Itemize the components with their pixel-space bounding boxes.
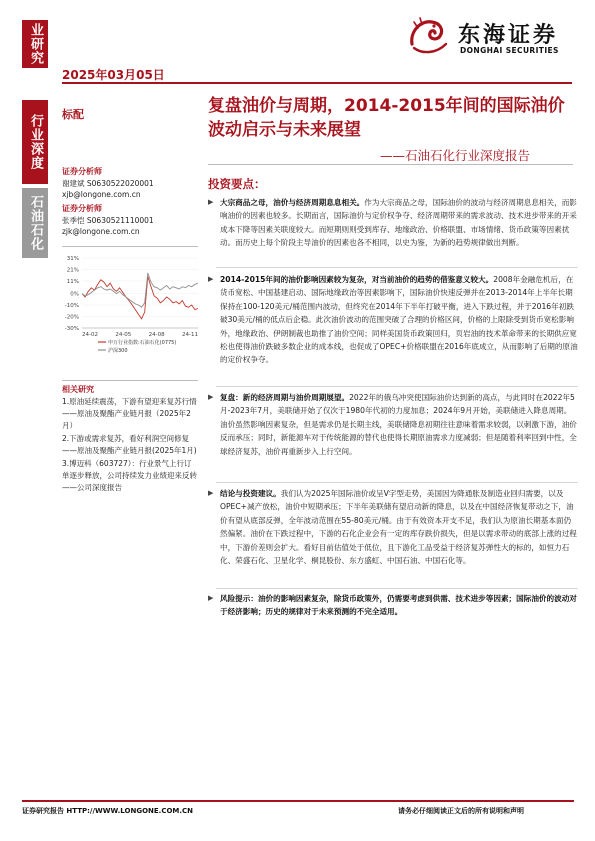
footer-divider — [22, 800, 574, 802]
key-point-lead: 大宗商品之母，油价与经济周期息息相关。 — [220, 198, 365, 207]
related-item[interactable]: 3.博迈科（603727）：行业景气上行订单逐步释放，公司持续发力业绩迎来反转——公司深度报告 — [62, 459, 197, 492]
point-divider — [216, 588, 578, 589]
related-heading: 相关研究 — [62, 385, 94, 394]
key-point-text: 我们认为2025年国际油价或呈V字型走势，美国因为降通胀及制造业回归需要，以及OPEC+减产放松，油价中短期承压；下半年美联储有望启动新的降息，以及在中国经济恢复带动之下，油价有望从底部反弹，全年波动范围在55-80美元/桶。由于有效资本开支不足，我们认为原油长期基本面仍然偏紧。油价在下跌过程中，下游的石化企业会有一定的库存跌价损失，但是以需求带动的底部上涨的过程中，下游价差则会扩大。看好目前估值处于低位，且下游化工品受益于经济复苏弹性大的标的，如恒力石化、荣盛石化、卫星化学、桐昆股份、东方盛虹、中国石油、中国石化等。 — [220, 489, 577, 566]
point-divider — [216, 386, 578, 387]
bullet-icon: ▶ — [208, 594, 214, 602]
key-point-text: 2008年金融危机后，在货币宽松、中国基建启动、国际地缘政治等因素影响下，国际油价快速反弹并在2013-2014年上半年长期保持在100-120美元/桶范围内波动，但终究在2014年下半年打破平衡，进入下跌过程，并于2016年初跌破30美元/桶的低点后企稳。此次油价波动的范围突破了合理的价格区间，价格的上限除受到货币宽松影响外，地缘政治、伊朗制裁也助推了油价空间；同样美国货币政策回归，页岩油的技术革命带来的长期供应宽松也使得油价跌破多数企业的成本线，也促成了OPEC+价格联盟在2016年底成立，从而影响了后期的原油的定价权争夺。 — [220, 275, 578, 365]
x-tick-label: 24-05 — [115, 332, 132, 338]
bullet-icon: ▶ — [208, 198, 214, 206]
sidebar-divider — [62, 246, 198, 247]
point-divider — [216, 482, 578, 483]
header-divider — [62, 82, 572, 84]
industry-research-tag: 业研究 — [22, 20, 48, 68]
key-point — [208, 196, 578, 250]
key-point — [208, 391, 578, 458]
y-tick-label: -10% — [64, 303, 79, 310]
logo-english-name: DONGHAI SECURITIES — [460, 46, 559, 55]
x-tick-label: 24-02 — [82, 332, 98, 338]
key-point-text: 作为大宗商品之母，国际油价的波动与经济周期息息相关，而影响油价的因素也较多。长期而言，国际油价与定价权争夺、经济周期带来的需求波动、技术进步带来的开采成本下降等因素关联度较大。而短期则则受到库存、地缘政治、价格联盟、市场情绪、货币政策等因素扰动。而历史上每个阶段主导油价的因素也各不相同，以史为鉴，为新的趋势规律做出判断。 — [220, 198, 577, 248]
title-divider — [208, 164, 573, 165]
analyst-heading: 证券分析师 — [62, 167, 102, 176]
risk-warning-text: 风险提示：油价的影响因素复杂，除货币政策外，仍需要考虑到供需、技术进步等因素；国际油价的波动对于经济影响；历史的规律对于未来预测的不完全适用。 — [220, 594, 577, 617]
related-item[interactable]: 2.下游或需求复苏，看好利润空间修复——原油及聚酯产业链月报(2025年1月) — [62, 434, 197, 455]
y-tick-label: 11% — [66, 278, 79, 285]
bullet-icon: ▶ — [208, 393, 214, 401]
y-tick-label: 21% — [66, 267, 79, 274]
industry-rating: 标配 — [62, 108, 84, 121]
analyst-heading: 证券分析师 — [62, 204, 102, 213]
y-tick-label: -30% — [64, 326, 79, 332]
related-item[interactable]: 1.原油延续震荡，下游有望迎来复苏行情——原油及聚酯产业链月报（2025年2月） — [62, 397, 197, 430]
legend-label: 申万行业指数:石油石化(0775) — [108, 340, 177, 346]
key-point — [208, 487, 578, 567]
logo-chinese-name: 东海证券 — [458, 22, 559, 48]
report-date: 2025年03月05日 — [62, 68, 165, 82]
report-depth-tag: 行业深度 — [22, 100, 48, 184]
y-tick-label: 31% — [66, 256, 79, 262]
performance-chart-svg — [60, 254, 200, 366]
analyst-2 — [62, 203, 198, 238]
bullet-icon: ▶ — [208, 275, 214, 283]
key-point-lead: 结论与投资建议。 — [220, 489, 281, 498]
analyst-name: 张季恺 S0630521110001 — [62, 215, 154, 225]
y-tick-label: -20% — [64, 314, 79, 321]
analyst-1 — [62, 166, 198, 201]
company-logo — [404, 14, 574, 60]
analyst-name: 谢建斌 S0630522020001 — [62, 178, 154, 188]
dragon-logo-icon — [404, 14, 454, 60]
key-point-lead: 2014-2015年间的油价影响因素较为复杂，对当前油价的趋势的借鉴意义较大。 — [220, 275, 494, 284]
related-research — [62, 384, 198, 494]
bullet-icon: ▶ — [208, 489, 214, 497]
key-points-body — [208, 196, 578, 636]
analyst-email[interactable]: xjb@longone.com.cn — [62, 190, 141, 199]
x-tick-label: 24-08 — [148, 332, 165, 338]
point-divider — [216, 267, 578, 268]
sidebar-divider — [62, 380, 198, 381]
footer-disclaimer: 请务必仔细阅读正文后的所有说明和声明 — [398, 807, 524, 815]
stock-performance-chart — [60, 254, 200, 366]
footer-website[interactable]: 证券研究报告 HTTP://WWW.LONGONE.COM.CN — [22, 807, 194, 815]
report-title: 复盘油价与周期，2014-2015年间的国际油价波动启示与未来展望 — [208, 96, 565, 140]
y-tick-label: 0% — [70, 291, 79, 298]
key-point-text: 2022年的俄乌冲突使国际油价达到新的高点，与此同时在2022年5月-2023年7月，美联储开始了仅次于1980年代初的力度加息；2024年9月开始，美联储进入降息周期。油价虽然影响因素复杂，但是需求仍是长期主线，美联储降息初期往往意味着需求较弱，以刺激下游，油价反而承压；同时，新能源车对于传统能源的替代也使得长期原油需求力度减弱；但是随着利率回到中性，全球经济复苏，油价再重新步入上行空间。 — [220, 393, 577, 456]
sector-tag: 石油石化 — [22, 188, 48, 258]
key-point-lead: 复盘：新的经济周期与油价周期展望。 — [220, 393, 350, 402]
series-line — [82, 276, 198, 318]
legend-label: 沪深300 — [108, 348, 128, 354]
key-points-heading: 投资要点： — [208, 177, 266, 191]
key-point — [208, 273, 578, 367]
x-tick-label: 24-11 — [182, 332, 198, 338]
risk-warning — [208, 592, 578, 619]
report-subtitle: ——石油石化行业深度报告 — [380, 148, 531, 163]
analyst-email[interactable]: zjk@longone.com.cn — [62, 227, 140, 236]
